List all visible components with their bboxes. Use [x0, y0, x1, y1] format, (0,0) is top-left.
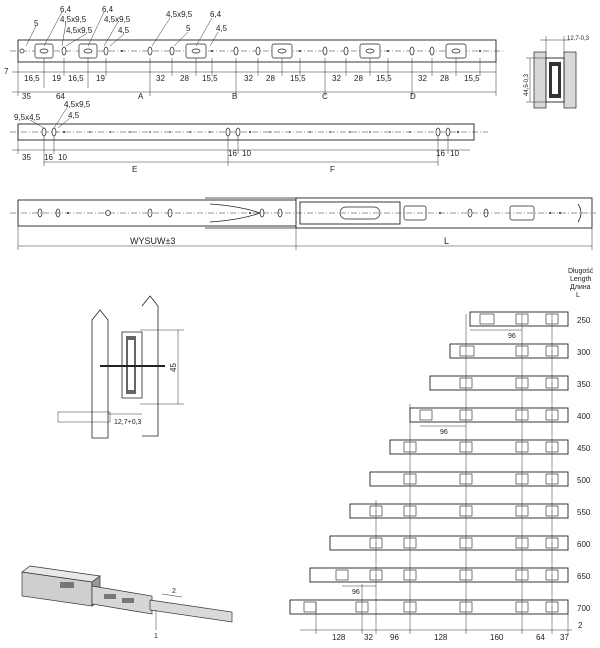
- spacing-96-label: 96: [352, 589, 360, 596]
- top-hole-label: 6,4: [210, 10, 222, 19]
- dim-label: 15,5: [464, 74, 480, 83]
- dim-label: 15,5: [290, 74, 306, 83]
- iso-direction-label: 2: [172, 588, 176, 595]
- dim-label: 32: [156, 74, 165, 83]
- length-label-row: 350: [577, 380, 591, 389]
- extension-label: WYSUW±3: [130, 236, 176, 246]
- spacing-96-label: 96: [440, 429, 448, 436]
- top-hole-label: 6,4: [60, 5, 72, 14]
- span-label-d: D: [410, 92, 416, 101]
- cross-section-view: [524, 36, 590, 108]
- span-label-a: A: [138, 92, 144, 101]
- second-dimension-lines: [12, 136, 470, 166]
- dim-label: 16: [44, 153, 53, 162]
- dim-label: 28: [266, 74, 275, 83]
- dim-label: 28: [180, 74, 189, 83]
- top-hole-label: 6,4: [102, 5, 114, 14]
- dim-label: 16: [228, 149, 237, 158]
- second-hole-label: 9,5x4,5: [14, 113, 41, 122]
- table-length-labels: [577, 316, 591, 613]
- top-hole-label: 4,5x9,5: [104, 15, 131, 24]
- length-label-row: 500: [577, 476, 591, 485]
- install-gap-label: 12,7+0,3: [114, 419, 142, 426]
- bottom-dim: 128: [332, 633, 346, 642]
- length-label: L: [444, 236, 450, 246]
- second-hole-label: 4,5x9,5: [64, 100, 91, 109]
- bottom-dim: 160: [490, 633, 504, 642]
- dim-label: 10: [450, 149, 459, 158]
- length-label-row: 650: [577, 572, 591, 581]
- top-hole-label: 5: [186, 24, 191, 33]
- length-label-row: 450: [577, 444, 591, 453]
- top-hole-label: 5: [34, 19, 39, 28]
- dim-label: 15,5: [202, 74, 218, 83]
- section-width-label: 12,7-0,3: [567, 36, 590, 42]
- extended-dimension-lines: [18, 226, 592, 250]
- spacing-96-label: 96: [508, 333, 516, 340]
- length-table: [290, 268, 594, 642]
- table-header-l: L: [576, 292, 580, 299]
- table-rails: [290, 312, 568, 614]
- length-label-row: 600: [577, 540, 591, 549]
- dim-label: 32: [332, 74, 341, 83]
- span-label-f: F: [330, 165, 335, 174]
- iso-view: [22, 566, 232, 640]
- span-label-c: C: [322, 92, 328, 101]
- left-offset-label: 7: [4, 67, 9, 76]
- length-label-row: 700: [577, 604, 591, 613]
- dim-label: 35: [22, 153, 31, 162]
- install-view: [58, 296, 184, 438]
- dim-label: 16,5: [68, 74, 84, 83]
- table-rail-brackets: [304, 314, 558, 612]
- dim-label: 19: [96, 74, 105, 83]
- table-header-en: Length: [570, 276, 592, 283]
- bottom-dim: 32: [364, 633, 373, 642]
- dim-label: 28: [440, 74, 449, 83]
- length-label-row: 550: [577, 508, 591, 517]
- bottom-dim: 96: [390, 633, 399, 642]
- second-dims: [22, 149, 459, 174]
- second-hole-label: 4,5: [68, 111, 80, 120]
- length-label-row: 400: [577, 412, 591, 421]
- span-label-e: E: [132, 165, 138, 174]
- top-dims-row1: [24, 74, 480, 83]
- bottom-dim: 37: [560, 633, 569, 642]
- top-hole-label: 4,5: [118, 26, 130, 35]
- dim-label: 10: [58, 153, 67, 162]
- dim-label: 16,5: [24, 74, 40, 83]
- dim-label: 35: [22, 92, 31, 101]
- top-view: [4, 5, 504, 101]
- top-hole-labels: [34, 5, 228, 35]
- bottom-dim: 64: [536, 633, 545, 642]
- extended-view: [10, 198, 596, 250]
- dim-label: 32: [244, 74, 253, 83]
- dim-label: 32: [418, 74, 427, 83]
- dim-label: 10: [242, 149, 251, 158]
- span-label-b: B: [232, 92, 238, 101]
- table-header-ru: Длина: [570, 284, 591, 291]
- install-height-label: 45: [169, 363, 178, 372]
- dim-label: 28: [354, 74, 363, 83]
- iso-mark-label: 1: [154, 633, 158, 640]
- table-header-pl: Długość: [568, 268, 594, 275]
- table-bottom-dims: [332, 633, 569, 642]
- second-view: [10, 100, 488, 174]
- section-height-label: 44,5-0,3: [524, 73, 530, 96]
- end-offset-label: 2: [578, 621, 583, 630]
- length-label-row: 300: [577, 348, 591, 357]
- top-hole-label: 4,5: [216, 24, 228, 33]
- dim-label: 19: [52, 74, 61, 83]
- length-label-row: 250: [577, 316, 591, 325]
- top-hole-label: 4,5x9,5: [66, 26, 93, 35]
- dim-label: 16: [436, 149, 445, 158]
- top-hole-label: 4,5x9,5: [60, 15, 87, 24]
- dim-label: 15,5: [376, 74, 392, 83]
- top-hole-label: 4,5x9,5: [166, 10, 193, 19]
- bottom-dim: 128: [434, 633, 448, 642]
- dim-label: 64: [56, 92, 65, 101]
